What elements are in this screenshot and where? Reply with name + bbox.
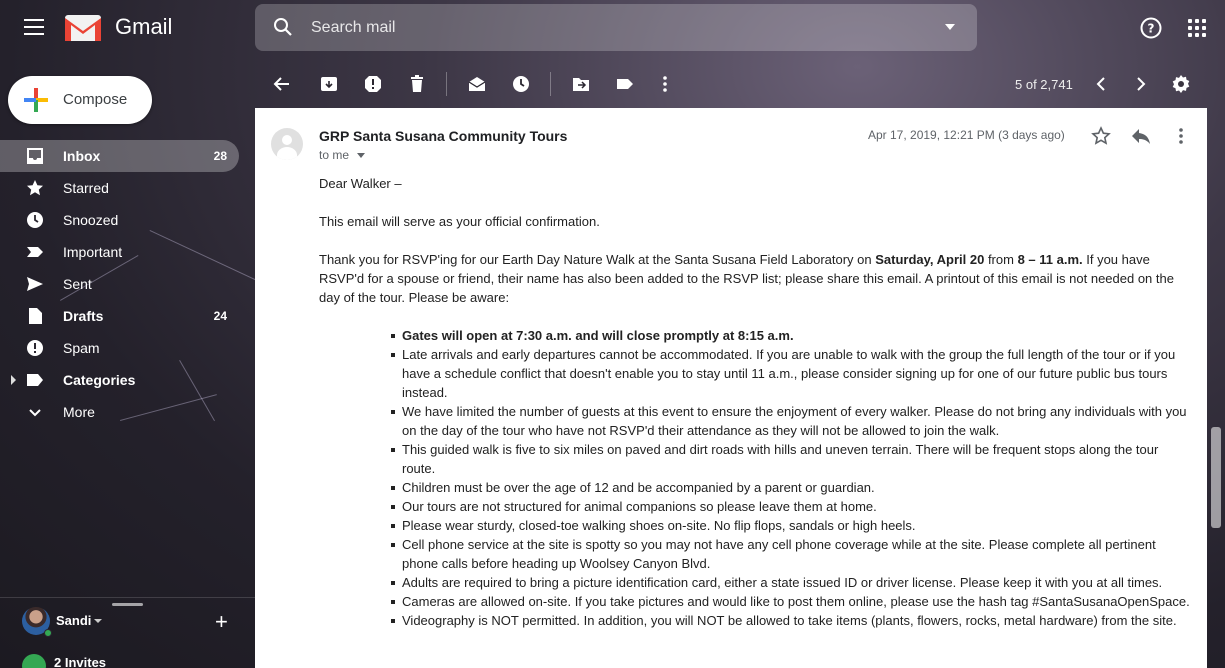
label-icon <box>26 371 44 389</box>
online-status-icon <box>44 629 52 637</box>
sidebar-divider <box>0 597 255 598</box>
spam-icon <box>26 339 44 357</box>
account-dropdown-icon[interactable] <box>94 619 102 623</box>
list-item: Adults are required to bring a picture identification card, either a state issued ID or driver license. Please keep it with you at all times. <box>391 573 1191 592</box>
move-to-icon[interactable] <box>571 74 591 94</box>
draft-icon <box>26 307 44 325</box>
reply-icon[interactable] <box>1130 126 1152 146</box>
compose-label: Compose <box>63 91 128 108</box>
scrollbar-thumb[interactable] <box>1211 427 1221 528</box>
search-options-icon[interactable] <box>945 24 955 30</box>
sidebar-item-label: Spam <box>63 340 100 356</box>
account-name[interactable]: Sandi <box>56 613 92 628</box>
svg-text:?: ? <box>1147 21 1155 36</box>
intro-text: from <box>984 252 1018 267</box>
app-name: Gmail <box>115 14 173 39</box>
email-view <box>255 108 1207 668</box>
list-item: Late arrivals and early departures cannot be accommodated. If you are unable to walk with the group the full length of the tour or if you have a schedule conflict that doesn't enable you to stay until 11 a.m., please consider signing up for one of our future public bus tours instead. <box>391 345 1191 402</box>
label-icon[interactable] <box>615 74 635 94</box>
newer-chevron-icon[interactable] <box>1091 74 1111 94</box>
plus-icon <box>24 88 48 112</box>
sidebar-item-drafts[interactable] <box>0 300 239 332</box>
chevron-down-icon <box>26 403 44 421</box>
resize-handle[interactable] <box>112 603 143 606</box>
intro-text: If you have RSVP'd for a spouse or friend, their name has also been added to the RSVP list; please share this email. A printout of this email is not needed on the day of the tour. Please be aware: <box>319 252 1174 305</box>
sidebar-item-categories[interactable] <box>0 364 239 396</box>
sidebar-item-label: Starred <box>63 180 109 196</box>
mark-unread-icon[interactable] <box>467 74 487 94</box>
more-options-icon[interactable] <box>655 74 675 94</box>
list-item: Videography is NOT permitted. In addition, you will NOT be allowed to take items (plants, flowers, rocks, metal hardware) from the site. <box>391 611 1191 630</box>
older-chevron-icon[interactable] <box>1131 74 1151 94</box>
search-bar[interactable] <box>255 4 977 51</box>
invites-label[interactable]: 2 Invites <box>54 655 107 668</box>
intro-paragraph <box>319 250 1191 307</box>
expand-arrow-icon[interactable] <box>11 375 16 385</box>
invites-icon <box>22 654 46 668</box>
sidebar-item-label: Inbox <box>63 148 101 164</box>
list-item: This guided walk is five to six miles on paved and dirt roads with hills and uneven terrain. There will be frequent stops along the tour route. <box>391 440 1191 478</box>
search-icon[interactable] <box>273 17 293 37</box>
event-date: Saturday, April 20 <box>875 252 985 267</box>
list-item: Children must be over the age of 12 and be accompanied by a parent or guardian. <box>391 478 1191 497</box>
settings-gear-icon[interactable] <box>1171 74 1191 94</box>
rules-list <box>391 326 1191 630</box>
snooze-icon[interactable] <box>511 74 531 94</box>
message-date: Apr 17, 2019, 12:21 PM (3 days ago) <box>868 128 1065 142</box>
sidebar-item-label: Categories <box>63 372 136 388</box>
sidebar-item-spam[interactable] <box>0 332 239 364</box>
sidebar-item-inbox[interactable] <box>0 140 239 172</box>
list-item: We have limited the number of guests at this event to ensure the enjoyment of every walker. Please do not bring any individuals with you on the day of the tour who have not RSVP'd their attendance as they will not be allowed to join the walk. <box>391 402 1191 440</box>
sidebar-item-snoozed[interactable] <box>0 204 239 236</box>
gmail-logo-icon[interactable] <box>64 13 102 43</box>
event-time: 8 – 11 a.m. <box>1017 252 1083 267</box>
sidebar-item-important[interactable] <box>0 236 239 268</box>
sidebar-item-label: More <box>63 404 95 420</box>
pagination-count: 5 of 2,741 <box>1015 77 1073 92</box>
list-item: Cell phone service at the site is spotty so you may not have any cell phone coverage while at the site. Please complete all pertinent phone calls before heading up Woolsey Canyon Blvd. <box>391 535 1191 573</box>
help-icon[interactable] <box>1140 17 1162 39</box>
toolbar-divider <box>550 72 551 96</box>
list-item: Please wear sturdy, closed-toe walking shoes on-site. No flip flops, sandals or high heels. <box>391 516 1191 535</box>
important-icon <box>26 243 44 261</box>
compose-button[interactable] <box>8 76 152 124</box>
report-spam-icon[interactable] <box>363 74 383 94</box>
star-icon <box>26 179 44 197</box>
clock-icon <box>26 211 44 229</box>
back-arrow-icon[interactable] <box>272 74 292 94</box>
toolbar-divider <box>446 72 447 96</box>
apps-grid-icon[interactable] <box>1188 19 1206 37</box>
search-input[interactable] <box>311 16 911 40</box>
message-body <box>319 174 1191 630</box>
delete-icon[interactable] <box>407 74 427 94</box>
star-icon[interactable] <box>1091 126 1111 146</box>
archive-icon[interactable] <box>319 74 339 94</box>
sidebar-item-label: Sent <box>63 276 92 292</box>
sidebar-item-label: Important <box>63 244 123 260</box>
sender-name[interactable]: GRP Santa Susana Community Tours <box>319 128 568 144</box>
unread-count: 28 <box>213 149 227 163</box>
recipient-details[interactable]: to me <box>319 148 350 162</box>
send-icon <box>26 275 44 293</box>
main-menu-icon[interactable] <box>24 19 44 37</box>
sidebar-item-sent[interactable] <box>0 268 239 300</box>
top-header <box>0 0 1225 58</box>
greeting: Dear Walker – <box>319 176 402 191</box>
sidebar-item-more[interactable] <box>0 396 239 428</box>
list-item: Gates will open at 7:30 a.m. and will close promptly at 8:15 a.m. <box>391 326 1191 345</box>
intro-text: Thank you for RSVP'ing for our Earth Day Nature Walk at the Santa Susana Field Laboratory on <box>319 252 876 267</box>
inbox-icon <box>26 147 44 165</box>
show-details-icon[interactable] <box>357 153 365 158</box>
confirmation-text: This email will serve as your official confirmation. <box>319 214 600 229</box>
sidebar-item-label: Drafts <box>63 308 104 324</box>
list-item: Cameras are allowed on-site. If you take pictures and would like to post them online, please use the hash tag #SantaSusanaOpenSpace. <box>391 592 1191 611</box>
sidebar-item-starred[interactable] <box>0 172 239 204</box>
list-item: Our tours are not structured for animal companions so please leave them at home. <box>391 497 1191 516</box>
sidebar-item-label: Snoozed <box>63 212 119 228</box>
draft-count: 24 <box>213 309 227 323</box>
add-contact-icon[interactable]: + <box>215 609 228 634</box>
sender-avatar <box>271 128 303 160</box>
more-options-icon[interactable] <box>1177 126 1185 146</box>
